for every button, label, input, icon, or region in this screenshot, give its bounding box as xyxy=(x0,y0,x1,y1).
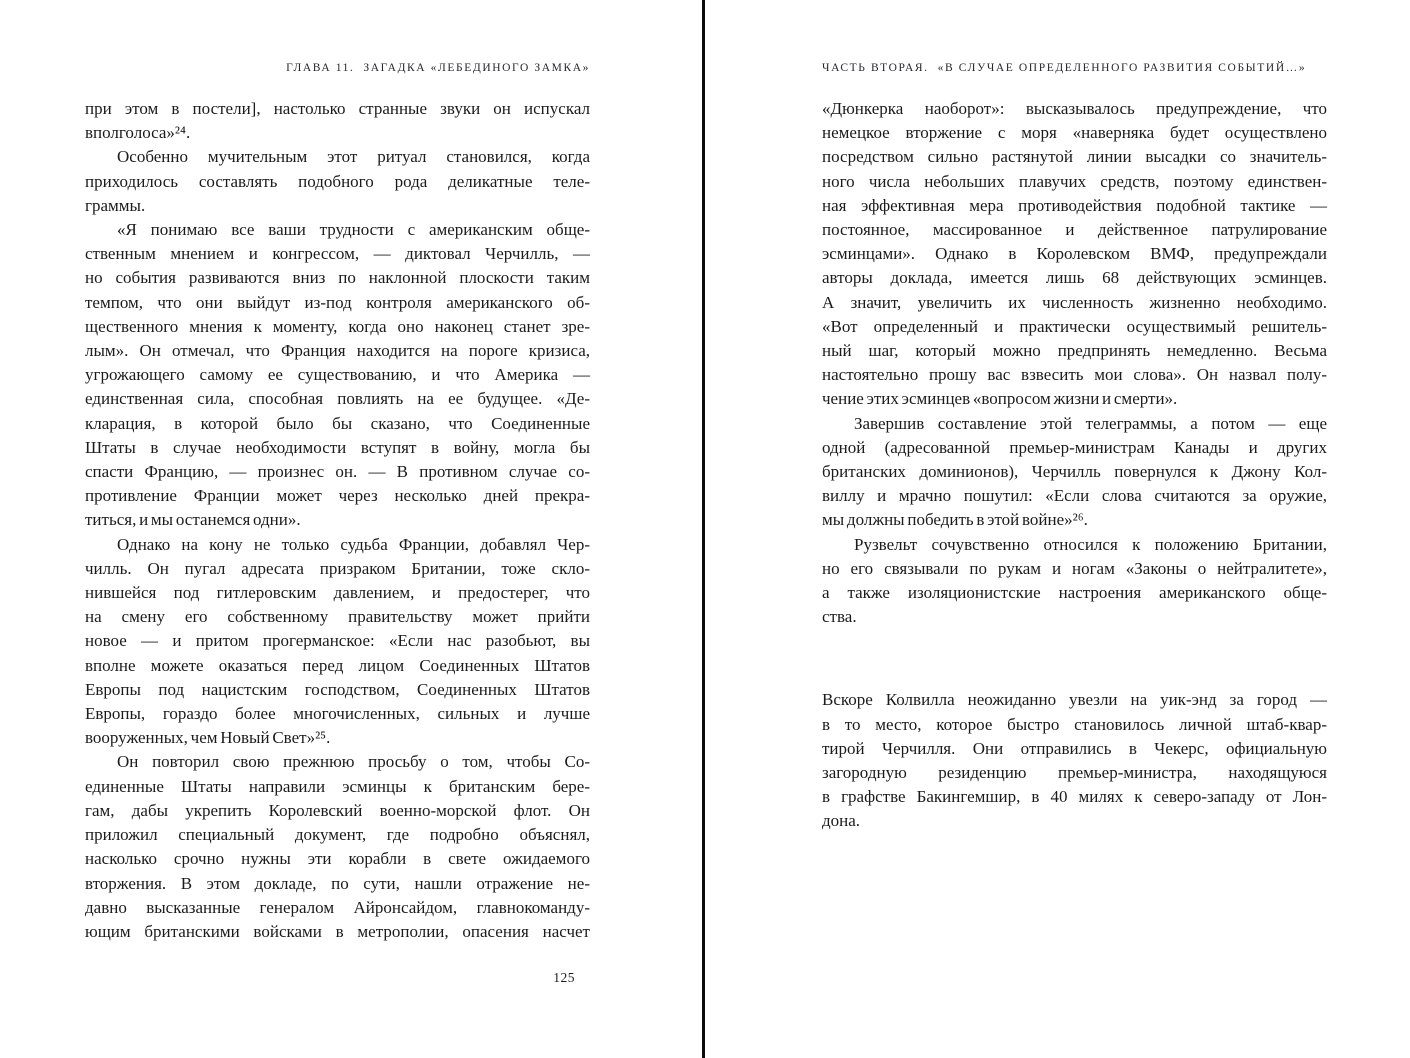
text-line: британских доминионов), Черчилль повернулся к Джону Кол- xyxy=(822,462,1327,482)
text-line: «Дюнкерка наоборот»: высказывалось предупреждение, что xyxy=(822,99,1327,118)
left-page-text-column xyxy=(85,97,590,944)
text-line: на смену его собственному правительству может прийти xyxy=(85,607,590,627)
text-line: эсминцами». Однако в Королевском ВМФ, предупреждали xyxy=(822,244,1327,264)
text-line: граммы. xyxy=(85,195,146,215)
text-line: ственным мнением и конгрессом, — диктовал Черчилль, — xyxy=(85,244,590,264)
text-line: при этом в постели], настолько странные звуки он испускал xyxy=(85,99,590,118)
text-line: загородную резиденцию премьер-министра, находящуюся xyxy=(822,763,1327,783)
text-line: Вскоре Колвилла неожиданно увезли на уик-энд за город — xyxy=(822,690,1327,710)
text-line: единенные Штаты направили эсминцы к британским бере- xyxy=(85,776,590,796)
paragraph xyxy=(85,97,590,145)
text-line: авторы доклада, имеется лишь 68 действующих эсминцев. xyxy=(822,268,1327,288)
right-page-text-column xyxy=(822,97,1327,834)
left-page-number: 125 xyxy=(553,970,575,985)
text-line: новое — и притом прогерманское: «Если нас разобьют, вы xyxy=(85,631,590,651)
text-line: кларация, в которой было бы сказано, что Соединенные xyxy=(85,413,590,433)
text-line: Особенно мучительным этот ритуал становился, когда xyxy=(117,147,590,167)
text-line: щественного мнения к моменту, когда оно наконец станет зре- xyxy=(85,316,590,336)
text-line: лым». Он отмечал, что Франция находится на пороге кризиса, xyxy=(85,341,590,361)
text-line: а также изоляционистские настроения американского обще- xyxy=(822,583,1327,603)
paragraph xyxy=(822,97,1327,412)
text-line: гам, дабы укрепить Королевский военно-морской флот. Он xyxy=(85,800,590,820)
text-line: Рузвельт сочувственно относился к положению Британии, xyxy=(854,534,1327,554)
text-line: ная эффективная мера противодействия подобной тактике — xyxy=(822,195,1327,215)
text-line: титься, и мы останемся одни». xyxy=(85,510,301,530)
paragraph xyxy=(822,412,1327,533)
text-line: Штаты в случае необходимости вступят в войну, могла бы xyxy=(85,437,590,457)
text-line: настоятельно прошу вас взвесить мои слова». Он назвал полу- xyxy=(822,365,1327,385)
paragraph xyxy=(85,750,590,944)
text-line: насколько срочно нужны эти корабли в свете ожидаемого xyxy=(85,849,590,869)
paragraph xyxy=(85,145,590,218)
text-line: мы должны победить в этой войне»²⁶. xyxy=(822,510,1088,530)
text-line: Завершив составление этой телеграммы, а потом — еще xyxy=(854,413,1327,433)
text-line: А значит, увеличить их численность жизненно необходимо. xyxy=(822,292,1327,312)
text-line: Европы под нацистским господством, Соединенных Штатов xyxy=(85,679,590,699)
paragraph xyxy=(85,533,590,751)
paragraph xyxy=(85,218,590,533)
text-line: ства. xyxy=(822,607,857,627)
text-line: спасти Францию, — произнес он. — В противном случае со- xyxy=(85,462,590,482)
text-line: ного числа небольших плавучих средств, поэтому единствен- xyxy=(822,171,1327,191)
text-line: виллу и мрачно пошутил: «Если слова считаются за оружие, xyxy=(822,486,1327,506)
text-line: приходилось составлять подобного рода деликатные теле- xyxy=(85,171,590,191)
paragraph xyxy=(822,688,1327,833)
right-running-head: ЧАСТЬ ВТОРАЯ. «В СЛУЧАЕ ОПРЕДЕЛЕННОГО РАЗВИТИЯ СОБЫТИЙ…» xyxy=(822,62,1307,74)
text-line: Он повторил свою прежнюю просьбу о том, чтобы Со- xyxy=(117,752,590,772)
text-line: но события развиваются вниз по наклонной плоскости таким xyxy=(85,268,590,288)
text-line: темпом, что они выйдут из-под контроля американского об- xyxy=(85,292,590,312)
text-line: вторжения. В этом докладе, по сути, нашли отражение не- xyxy=(85,873,590,893)
text-line: но его связывали по рукам и ногам «Законы о нейтралитете», xyxy=(822,558,1327,578)
text-line: немецкое вторжение с моря «наверняка будет осуществлено xyxy=(822,123,1327,143)
text-line: Европы, гораздо более многочисленных, сильных и лучше xyxy=(85,704,590,724)
text-line: давно высказанные генералом Айронсайдом, главнокоманду- xyxy=(85,897,590,917)
text-line: противление Франции может через несколько дней прекра- xyxy=(85,486,590,506)
paragraph xyxy=(822,533,1327,630)
text-line: вполголоса»²⁴. xyxy=(85,123,191,143)
text-line: «Вот определенный и практически осуществимый решитель- xyxy=(822,316,1327,336)
text-line: в то место, которое быстро становилось личной штаб-квар- xyxy=(822,714,1327,734)
text-line: приложил специальный документ, где подробно объяснял, xyxy=(85,825,590,845)
text-line: вполне можете оказаться перед лицом Соединенных Штатов xyxy=(85,655,590,675)
text-line: Однако на кону не только судьба Франции, добавлял Чер- xyxy=(117,534,590,554)
text-line: постоянное, массированное и действенное патрулирование xyxy=(822,220,1327,240)
left-running-head: ГЛАВА 11. ЗАГАДКА «ЛЕБЕДИНОГО ЗАМКА» xyxy=(286,62,590,74)
text-line: одной (адресованной премьер-министрам Канады и других xyxy=(822,437,1327,457)
text-line: единственная сила, способная повлиять на ее будущее. «Де- xyxy=(85,389,590,409)
text-line: нившейся под гитлеровским давлением, и предостерег, что xyxy=(85,583,590,603)
text-line: ющим британскими войсками в метрополии, опасения насчет xyxy=(85,921,590,941)
text-line: тирой Черчилля. Они отправились в Чекерс, официальную xyxy=(822,738,1327,758)
text-line: дона. xyxy=(822,811,861,831)
text-line: посредством сильно растянутой линии высадки со значитель- xyxy=(822,147,1327,167)
text-line: угрожающего самому ее существованию, и что Америка — xyxy=(85,365,590,385)
text-line: ный шаг, который можно предпринять немедленно. Весьма xyxy=(822,341,1327,361)
text-line: чение этих эсминцев «вопросом жизни и смерти». xyxy=(822,389,1178,409)
page-gutter-divider xyxy=(702,0,705,1058)
text-line: чилль. Он пугал адресата призраком Британии, тоже скло- xyxy=(85,558,590,578)
text-line: вооруженных, чем Новый Свет»²⁵. xyxy=(85,728,331,748)
text-line: в графстве Бакингемшир, в 40 милях к северо-западу от Лон- xyxy=(822,787,1327,807)
text-line: «Я понимаю все ваши трудности с американским обще- xyxy=(117,220,590,240)
